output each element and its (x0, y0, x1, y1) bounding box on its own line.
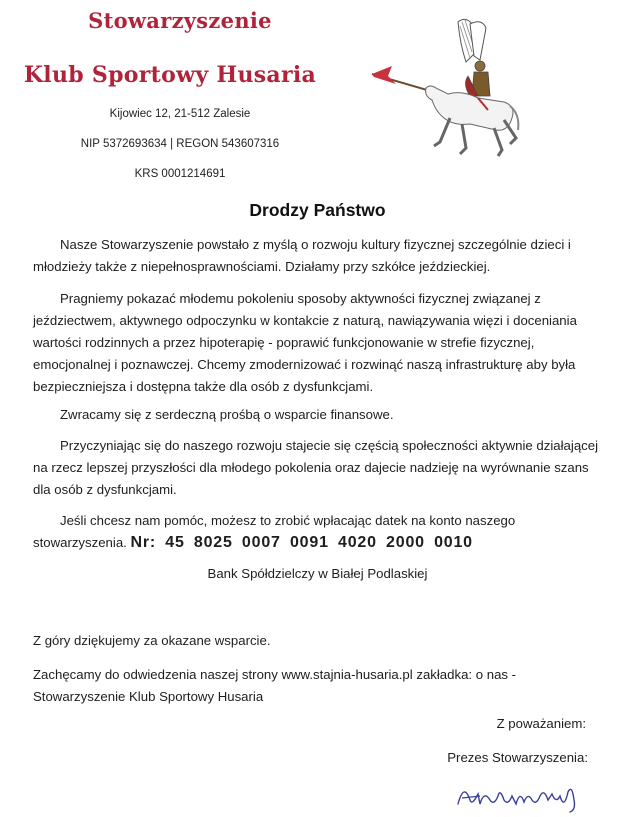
org-address: Kijowiec 12, 21-512 Zalesie (109, 108, 251, 120)
closing-regards: Z poważaniem: (496, 716, 586, 731)
org-name-line1: Stowarzyszenie (88, 8, 272, 33)
handwritten-signature (450, 770, 600, 814)
website-invite: Zachęcamy do odwiedzenia naszej strony www.stajnia-husaria.pl zakładka: o nas - Stowarzyszenie Klub Sportowy Husaria (33, 667, 517, 704)
org-tax-ids: NIP 5372693634 | REGON 543607316 (80, 138, 280, 150)
org-krs: KRS 0001214691 (134, 168, 226, 180)
donation-request-text: Jeśli chcesz nam pomóc, możesz to zrobić wpłacając datek na konto naszego stowarzyszenia. (33, 513, 516, 550)
letter-paragraph-3: Zwracamy się z serdeczną prośbą o wsparcie finansowe. (60, 407, 394, 422)
hussar-rider-icon (370, 14, 520, 169)
letter-paragraph-4: Przyczyniając się do naszego rozwoju stajecie się częścią społeczności aktywnie działającej na rzecz lepszej przyszłości dla młodego pokolenia oraz dajecie nadzieję na wyrównanie szans dla osób z dysfunkcjami. (33, 438, 599, 497)
letter-greeting: Drodzy Państwo (249, 200, 386, 220)
letter-paragraph-1: Nasze Stowarzyszenie powstało z myślą o rozwoju kultury fizycznej szczególnie dzieci i młodzieży także z niepełnosprawnościami. Działamy przy szkółce jeździeckiej. (33, 237, 571, 274)
org-name-line2: Klub Sportowy Husaria (23, 62, 317, 88)
signer-title: Prezes Stowarzyszenia: (447, 750, 588, 765)
bank-account-number: Nr: 45 8025 0007 0091 4020 2000 0010 (130, 534, 473, 551)
letter-paragraph-5 (33, 510, 605, 554)
thanks-line: Z góry dziękujemy za okazane wsparcie. (33, 633, 271, 648)
letter-paragraph-2: Pragniemy pokazać młodemu pokoleniu sposoby aktywności fizycznej związanej z jeździectwem, aktywnego odpoczynku w kontakcie z naturą, nawiązywania więzi i doceniania wartości rodzinnych a przez hipoterapię - poprawić funkcjonowanie w strefie fizycznej, emocjonalnej i poznawczej. Chcemy zmodernizować i rozwinąć naszą infrastrukturę aby była bezpieczniejsza i dostępna także dla osób z dysfunkcjami. (33, 291, 577, 394)
bank-name: Bank Spółdzielczy w Białej Podlaskiej (207, 566, 428, 581)
